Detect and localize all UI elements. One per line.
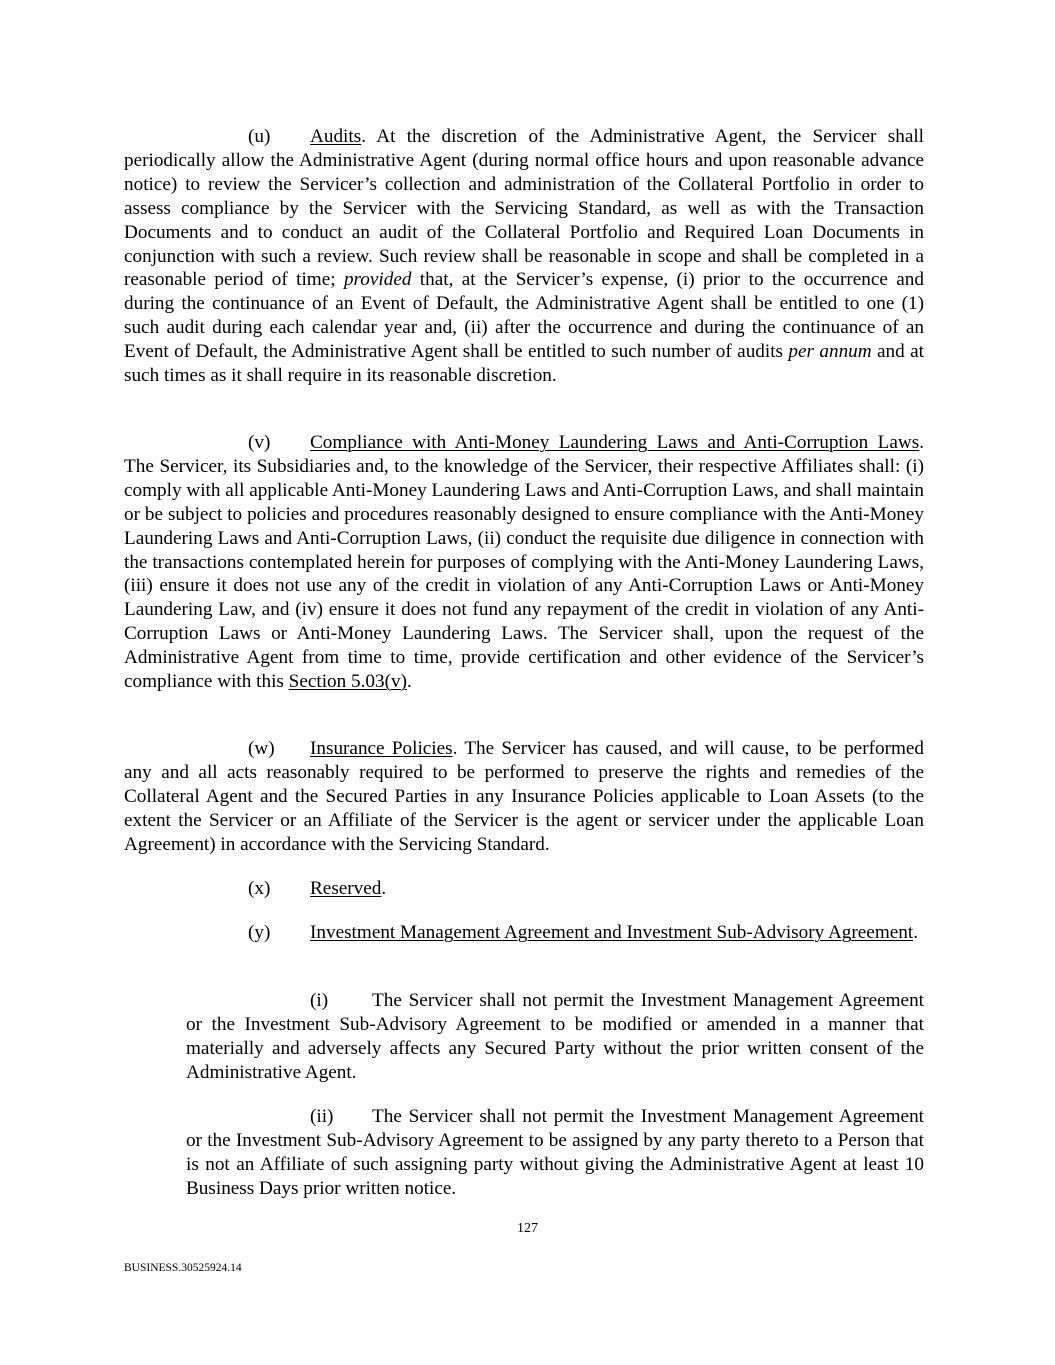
section-body: .: [406, 671, 412, 693]
section-body: . The Servicer has caused, and will cause, to be performed any and all acts reasonably required to be performed to preserve the rights and remedies of the Collateral Agent and the Secured Parties in any Insurance Policies applicable to Loan Assets (to the extent the Servicer or an Affiliate of the Servicer is the agent or servicer under the applicable Loan Agreement) in accordance with the Servicing Standard.: [124, 738, 924, 855]
section-heading: Audits: [310, 126, 362, 147]
section-body: and at such times as it shall require in its reasonable discretion.: [124, 341, 924, 387]
section-heading: Investment Management Agreement and Investment Sub-Advisory Agreement: [310, 922, 914, 943]
page-number: 127: [517, 1221, 538, 1236]
document-id-footer: BUSINESS.30525924.14: [124, 1262, 242, 1274]
subsection-ii: [186, 1105, 924, 1201]
section-v-compliance: [124, 431, 924, 694]
section-u-audits: [124, 125, 924, 388]
section-x-reserved: [124, 877, 924, 901]
section-cross-reference: Section 5.03(v): [288, 671, 407, 693]
subsection-body: The Servicer shall not permit the Investment Management Agreement or the Investment Sub-Advisory Agreement to be assigned by any party thereto to a Person that is not an Affiliate of such assigning party without giving the Administrative Agent at least 10 Business Days prior written notice.: [186, 1106, 924, 1199]
section-heading: Reserved: [310, 878, 382, 899]
section-label: (y): [248, 922, 271, 943]
section-label: (u): [248, 126, 271, 147]
section-w-insurance-policies: [124, 737, 924, 857]
subsection-label: (i): [310, 990, 329, 1011]
subsection-body: The Servicer shall not permit the Investment Management Agreement or the Investment Sub-Advisory Agreement to be modified or amended in a manner that materially and adversely affects any Secured Party without the prior written consent of the Administrative Agent.: [186, 990, 924, 1083]
section-body: .: [381, 878, 387, 899]
subsection-i: [186, 989, 924, 1085]
italic-term: per annum: [788, 341, 872, 363]
section-heading: Insurance Policies: [310, 738, 453, 759]
section-body: . At the discretion of the Administrative Agent, the Servicer shall periodically allow the Administrative Agent (during normal office hours and upon reasonable advance notice) to review the Servicer’s collection and administration of the Collateral Portfolio in order to assess compliance by the Servicer with the Servicing Standard, as well as with the Transaction Documents and to conduct an audit of the Collateral Portfolio and Required Loan Documents in conjunction with such a review. Such review shall be reasonable in scope and shall be completed in a reasonable period of time;: [124, 126, 924, 291]
section-label: (x): [248, 878, 271, 899]
section-heading: Compliance with Anti-Money Laundering Laws and Anti-Corruption Laws: [310, 432, 920, 453]
subsection-label: (ii): [310, 1106, 334, 1127]
section-y-investment-management-agreement: [124, 921, 924, 945]
section-label: (v): [248, 432, 271, 453]
section-body: that, at the Servicer’s expense, (i) prior to the occurrence and during the continuance of an Event of Default, the Administrative Agent shall be entitled to one (1) such audit during each calendar year and, (ii) after the occurrence and during the continuance of an Event of Default, the Administrative Agent shall be entitled to such number of audits: [124, 269, 924, 363]
section-body: .: [913, 922, 918, 943]
italic-term: provided: [343, 269, 412, 291]
section-body: . The Servicer, its Subsidiaries and, to the knowledge of the Servicer, their respective Affiliates shall: (i) comply with all applicable Anti-Money Laundering Laws and Anti-Corruption Laws, and shall maintain or be subject to policies and procedures reasonably designed to ensure compliance with the Anti-Money Laundering Laws and Anti-Corruption Laws, (ii) conduct the requisite due diligence in connection with the transactions contemplated herein for purposes of complying with the Anti-Money Laundering Laws, (iii) ensure it does not use any of the credit in violation of any Anti-Corruption Laws or Anti-Money Laundering Law, and (iv) ensure it does not fund any repayment of the credit in violation of any Anti-Corruption Laws or Anti-Money Laundering Laws. The Servicer shall, upon the request of the Administrative Agent from time to time, provide certification and other evidence of the Servicer’s compliance with this: [124, 432, 924, 693]
section-label: (w): [248, 738, 275, 759]
